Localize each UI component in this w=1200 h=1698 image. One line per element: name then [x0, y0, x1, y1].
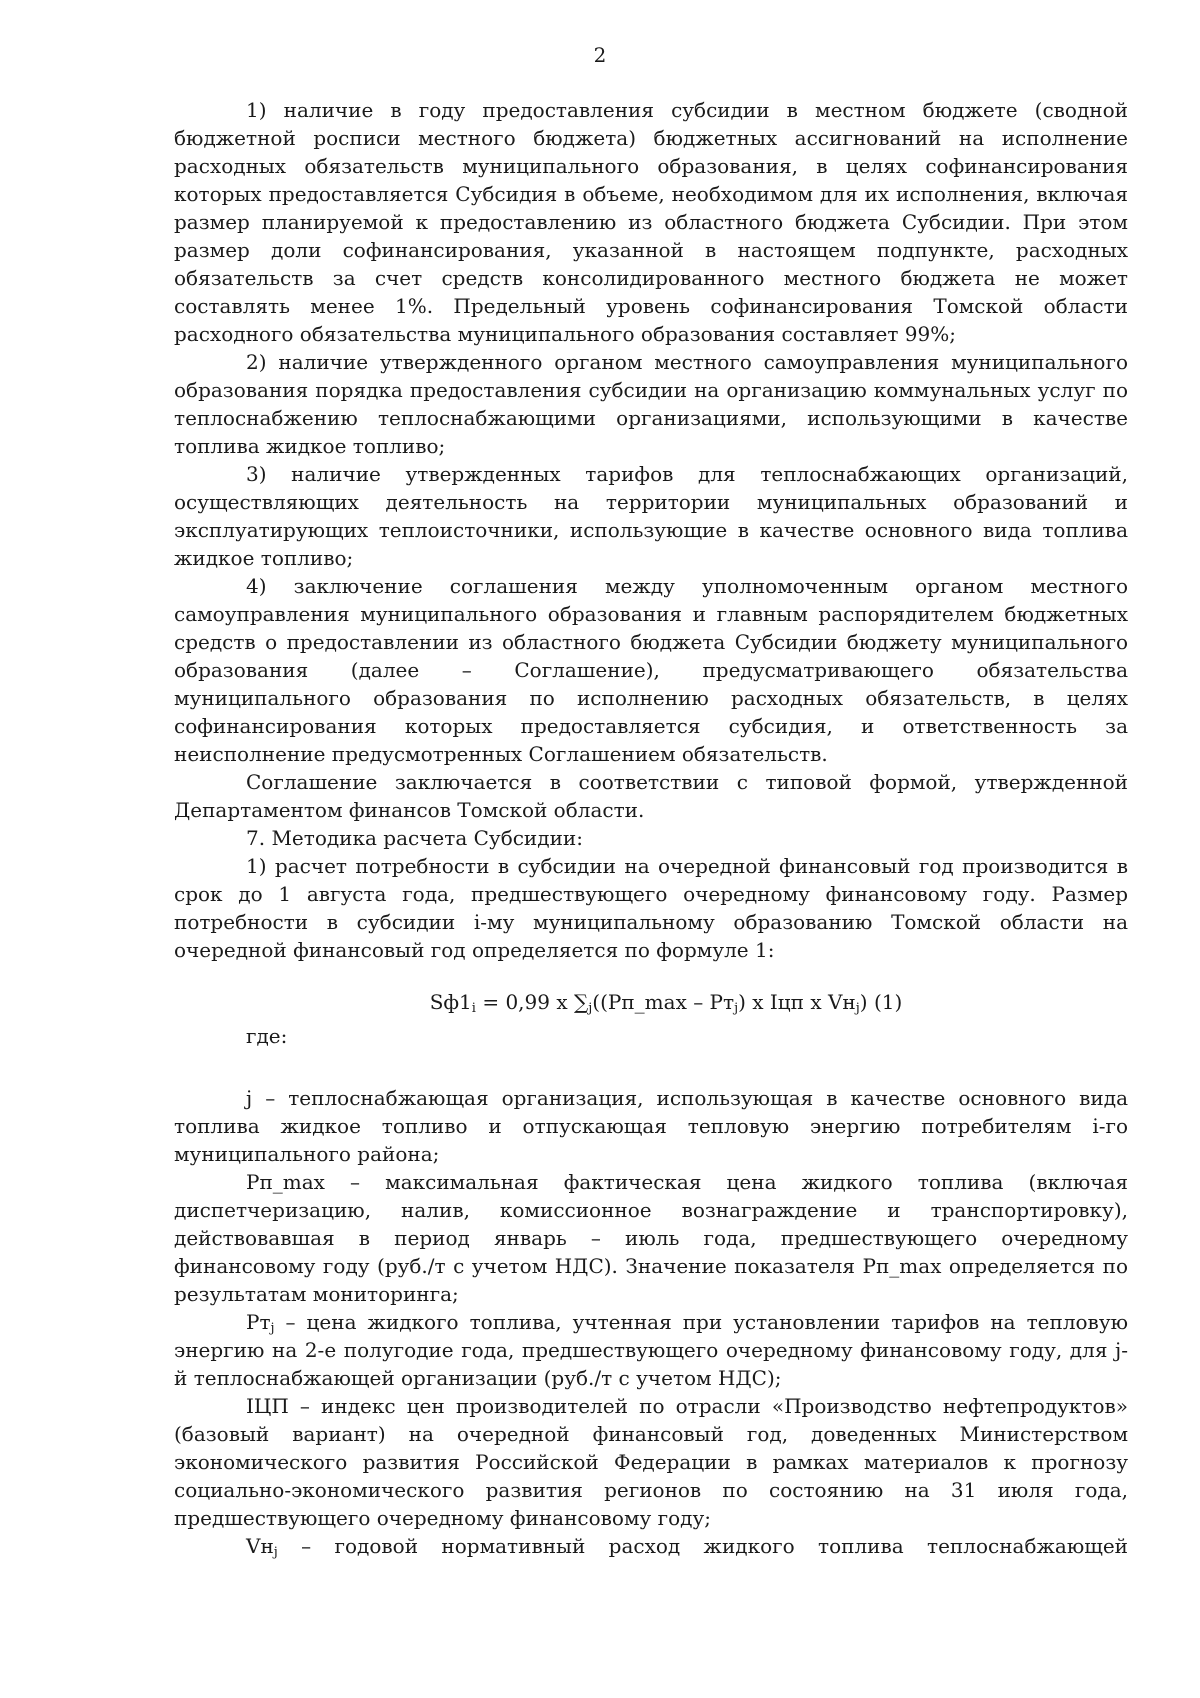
definition-rt-text: – цена жидкого топлива, учтенная при установлении тарифов на тепловую энергию на 2-е полугодие года, предшествующего очередному финансовому году, для j-й теплоснабжающей организации (руб./т с учетом НДС); — [174, 1310, 1128, 1390]
formula-lhs: Sф1 — [429, 990, 472, 1014]
definition-vn-symbol: Vн — [246, 1534, 274, 1558]
paragraph-condition-2: 2) наличие утвержденного органом местного самоуправления муниципального образования порядка предоставления субсидии на организацию коммунальных услуг по теплоснабжению теплоснабжающими организациями, использующими в качестве топлива жидкое топливо; — [174, 350, 1128, 458]
definition-icp: IЦП – индекс цен производителей по отрасли «Производство нефтепродуктов» (базовый вариант) на очередной финансовый год, доведенных Министерством экономического развития Российской Федерации в рамках материалов к прогнозу социально-экономического развития регионов по состоянию на 31 июля года, предшествующего очередному финансовому году; — [174, 1394, 1128, 1530]
definition-rt-subscript: j — [270, 1321, 275, 1336]
definition-pmax: Рп_max – максимальная фактическая цена жидкого топлива (включая диспетчеризацию, налив, комиссионное вознаграждение и транспортировку), действовавшая в период январь – июль года, предшествующего очередному финансовому году (руб./т с учетом НДС). Значение показателя Рп_max определяется по результатам мониторинга; — [174, 1170, 1128, 1306]
paragraph-condition-1: 1) наличие в году предоставления субсидии в местном бюджете (сводной бюджетной росписи местного бюджета) бюджетных ассигнований на исполнение расходных обязательств муниципального образования, в целях софинансирования которых предоставляется Субсидия в объеме, необходимом для их исполнения, включая размер планируемой к предоставлению из областного бюджета Субсидии. При этом размер доли софинансирования, указанной в настоящем подпункте, расходных обязательств за счет средств консолидированного местного бюджета не может составлять менее 1%. Предельный уровень софинансирования Томской области расходного обязательства муниципального образования составляет 99%; — [174, 98, 1128, 346]
spacer — [174, 1044, 1128, 1084]
formula-1 — [174, 988, 1128, 1016]
formula-sum-subscript: j — [588, 1001, 593, 1016]
paragraph-calculation-1: 1) расчет потребности в субсидии на очередной финансовый год производится в срок до 1 августа года, предшествующего очередному финансовому году. Размер потребности в субсидии i-му муниципальному образованию Томской области на очередной финансовый год определяется по формуле 1: — [174, 854, 1128, 962]
document-body — [174, 96, 1128, 1560]
paragraph-agreement: Соглашение заключается в соответствии с типовой формой, утвержденной Департаментом финансов Томской области. — [174, 770, 1128, 822]
formula-coefficient: = 0,99 x ∑ — [475, 990, 589, 1014]
paragraph-condition-4: 4) заключение соглашения между уполномоченным органом местного самоуправления муниципального образования и главным распорядителем бюджетных средств о предоставлении из областного бюджета Субсидии бюджету муниципального образования (далее – Соглашение), предусматривающего обязательства муниципального образования по исполнению расходных обязательств, в целях софинансирования которых предоставляется субсидия, и ответственность за неисполнение предусмотренных Соглашением обязательств. — [174, 574, 1128, 766]
formula-block — [174, 988, 1128, 1048]
where-label: где: — [246, 1024, 288, 1048]
definition-vn — [174, 1532, 1128, 1560]
page-number: 2 — [593, 43, 607, 67]
formula-vn-subscript: j — [855, 1001, 860, 1016]
paragraph-condition-3: 3) наличие утвержденных тарифов для теплоснабжающих организаций, осуществляющих деятельность на территории муниципальных образований и эксплуатирующих теплоисточники, использующие в качестве основного вида топлива жидкое топливо; — [174, 462, 1128, 570]
section-7-heading: 7. Методика расчета Субсидии: — [246, 826, 583, 850]
formula-lhs-subscript: i — [471, 1001, 476, 1016]
definition-rt-symbol: Рт — [246, 1310, 271, 1334]
formula-rt-subscript: j — [734, 1001, 739, 1016]
formula-close: ) (1) — [859, 990, 903, 1014]
formula-open: ((Рп_max – Рт — [592, 990, 735, 1014]
formula-mid: ) x Iцп x Vн — [738, 990, 856, 1014]
definition-rt — [174, 1308, 1128, 1392]
definition-vn-text: – годовой нормативный расход жидкого топлива теплоснабжающей — [277, 1534, 1128, 1558]
definition-vn-subscript: j — [273, 1545, 278, 1560]
definition-j: j – теплоснабжающая организация, использующая в качестве основного вида топлива жидкое топливо и отпускающая тепловую энергию потребителям i-го муниципального района; — [174, 1086, 1128, 1166]
